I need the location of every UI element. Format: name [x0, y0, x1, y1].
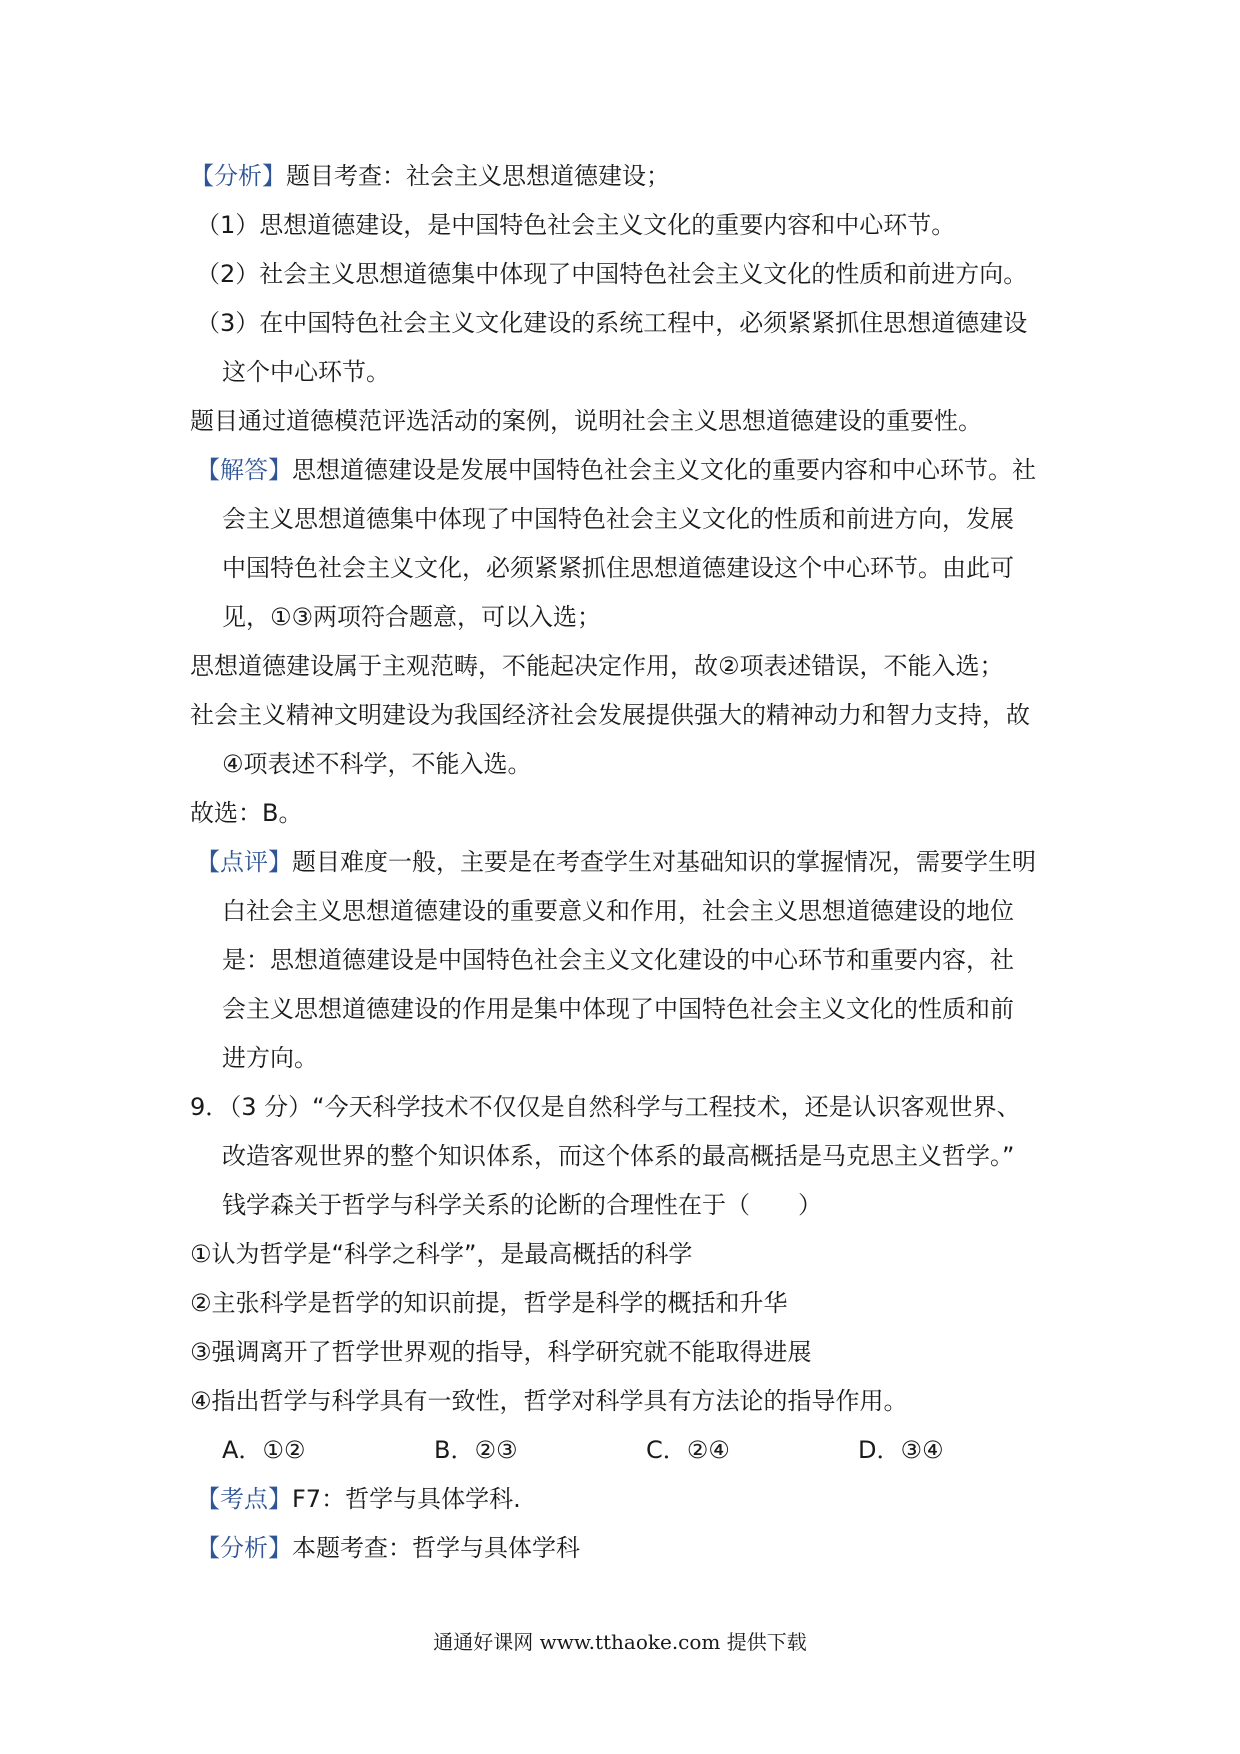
option-d: D．③④ — [858, 1436, 944, 1464]
comment-line: 是：思想道德建设是中国特色社会主义文化建设的中心环节和重要内容，社 — [222, 946, 1014, 974]
answer-line: 会主义思想道德集中体现了中国特色社会主义文化的性质和前进方向，发展 — [222, 505, 1014, 533]
kaodian-line — [190, 1475, 1070, 1524]
analysis-point-1: （1）思想道德建设，是中国特色社会主义文化的重要内容和中心环节。 — [196, 211, 956, 239]
answer-line: 见，①③两项符合题意，可以入选； — [222, 603, 602, 631]
answer-first-line: 思想道德建设是发展中国特色社会主义文化的重要内容和中心环节。社 — [292, 456, 1036, 484]
footer-watermark: 通通好课网 www.tthaoke.com 提供下载 — [433, 1630, 807, 1654]
comment-heading-line — [190, 838, 1070, 887]
answer-heading-line — [190, 446, 1070, 495]
answer-reason-4-continued: ④项表述不科学，不能入选。 — [222, 750, 532, 778]
answer-choice: 故选：B。 — [190, 799, 303, 827]
question-9-item-1: ①认为哲学是“科学之科学”，是最高概括的科学 — [190, 1240, 693, 1268]
question-9-item-2: ②主张科学是哲学的知识前提，哲学是科学的概括和升华 — [190, 1289, 788, 1317]
option-a: A．①② — [222, 1436, 306, 1464]
question-9-stem: 9．（3 分）“今天科学技术不仅仅是自然科学与工程技术，还是认识客观世界、 — [190, 1093, 1021, 1121]
analysis-text: 题目考查：社会主义思想道德建设； — [286, 162, 670, 190]
analysis-2-text: 本题考查：哲学与具体学科 — [292, 1534, 580, 1562]
question-9-item-3: ③强调离开了哲学世界观的指导，科学研究就不能取得进展 — [190, 1338, 812, 1366]
kaodian-text: F7：哲学与具体学科. — [292, 1485, 521, 1513]
question-9-stem-line: 钱学森关于哲学与科学关系的论断的合理性在于（ ） — [222, 1191, 822, 1219]
answer-reason-4: 社会主义精神文明建设为我国经济社会发展提供强大的精神动力和智力支持，故 — [190, 701, 1030, 729]
analysis-point-3: （3）在中国特色社会主义文化建设的系统工程中，必须紧紧抓住思想道德建设 — [196, 309, 1028, 337]
comment-tag: 【点评】 — [196, 848, 292, 876]
analysis-2-line — [190, 1524, 1070, 1573]
analysis-tag: 【分析】 — [190, 162, 286, 190]
option-c: C．②④ — [646, 1436, 730, 1464]
kaodian-tag: 【考点】 — [196, 1485, 292, 1513]
answer-tag: 【解答】 — [196, 456, 292, 484]
question-9-stem-line: 改造客观世界的整个知识体系，而这个体系的最高概括是马克思主义哲学。” — [222, 1142, 1015, 1170]
comment-first-line: 题目难度一般，主要是在考查学生对基础知识的掌握情况，需要学生明 — [292, 848, 1036, 876]
analysis-point-3-continued: 这个中心环节。 — [222, 358, 390, 386]
analysis-2-tag: 【分析】 — [196, 1534, 292, 1562]
question-9-item-4: ④指出哲学与科学具有一致性，哲学对科学具有方法论的指导作用。 — [190, 1387, 908, 1415]
answer-reason-2: 思想道德建设属于主观范畴，不能起决定作用，故②项表述错误，不能入选； — [190, 652, 1004, 680]
comment-line: 会主义思想道德建设的作用是集中体现了中国特色社会主义文化的性质和前 — [222, 995, 1014, 1023]
document-body — [190, 152, 1070, 1573]
option-b: B．②③ — [434, 1436, 518, 1464]
question-9-options — [190, 1426, 1070, 1475]
comment-line: 进方向。 — [222, 1044, 318, 1072]
answer-line: 中国特色社会主义文化，必须紧紧抓住思想道德建设这个中心环节。由此可 — [222, 554, 1014, 582]
comment-line: 白社会主义思想道德建设的重要意义和作用，社会主义思想道德建设的地位 — [222, 897, 1014, 925]
analysis-summary: 题目通过道德模范评选活动的案例，说明社会主义思想道德建设的重要性。 — [190, 407, 982, 435]
analysis-heading-line — [190, 152, 1070, 201]
analysis-point-2: （2）社会主义思想道德集中体现了中国特色社会主义文化的性质和前进方向。 — [196, 260, 1028, 288]
